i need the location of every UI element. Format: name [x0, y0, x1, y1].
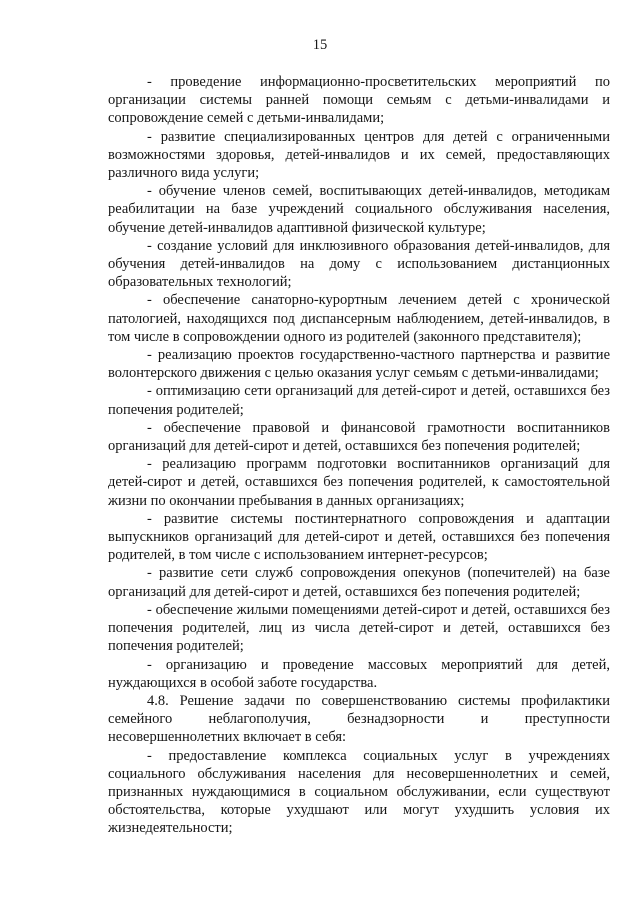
paragraph: - обучение членов семей, воспитывающих детей-инвалидов, методикам реабилитации на базе учреждений социального обслуживания населения, обучение детей-инвалидов адаптивной физической культуре;: [108, 183, 610, 236]
paragraph: 4.8. Решение задачи по совершенствованию системы профилактики семейного неблагополучия, безнадзорности и преступности несовершеннолетних включает в себя:: [108, 692, 610, 746]
paragraph: - предоставление комплекса социальных услуг в учреждениях социального обслуживания населения для несовершеннолетних и семей, признанных нуждающимися в социальном обслуживании, если существуют обстоятельства, которые ухудшают или могут ухудшить условия их жизнедеятельности;: [108, 747, 610, 837]
paragraph: - обеспечение санаторно-курортным лечением детей с хронической патологией, находящихся под диспансерным наблюдением, детей-инвалидов, в том числе в сопровождении одного из родителей (законного представителя);: [108, 292, 610, 345]
paragraph: - развитие сети служб сопровождения опекунов (попечителей) на базе организаций для детей-сирот и детей, оставшихся без попечения родителей;: [108, 565, 610, 600]
paragraph: - обеспечение жилыми помещениями детей-сирот и детей, оставшихся без попечения родителей, лиц из числа детей-сирот и детей, оставшихся без попечения родителей;: [108, 601, 610, 655]
paragraph: - создание условий для инклюзивного образования детей-инвалидов, для обучения детей-инвалидов на дому с использованием дистанционных образовательных технологий;: [108, 237, 610, 291]
paragraph: - обеспечение правовой и финансовой грамотности воспитанников организаций для детей-сирот и детей, оставшихся без попечения родителей;: [108, 419, 610, 455]
paragraph: - оптимизацию сети организаций для детей-сирот и детей, оставшихся без попечения родителей;: [108, 383, 610, 418]
paragraph: - реализацию проектов государственно-частного партнерства и развитие волонтерского движения с целью оказания услуг семьям с детьми-инвалидами;: [108, 347, 610, 382]
paragraph: - проведение информационно-просветительских мероприятий по организации системы ранней помощи семьям с детьми-инвалидами и сопровождение семей с детьми-инвалидами;: [108, 74, 610, 127]
page-number: 15: [312, 37, 328, 53]
paragraph: - развитие специализированных центров для детей с ограниченными возможностями здоровья, детей-инвалидов и их семей, предоставляющих различного вида услуги;: [108, 128, 610, 182]
paragraph: - развитие системы постинтернатного сопровождения и адаптации выпускников организаций для детей-сирот и детей, оставшихся без попечения родителей, в том числе с использованием интернет-ресурсов;: [108, 510, 610, 564]
paragraph: - реализацию программ подготовки воспитанников организаций для детей-сирот и детей, оставшихся без попечения родителей, к самостоятельной жизни по окончании пребывания в данных организациях;: [108, 456, 610, 509]
paragraph: - организацию и проведение массовых мероприятий для детей, нуждающихся в особой заботе государства.: [108, 656, 610, 691]
body-text: [108, 73, 610, 838]
